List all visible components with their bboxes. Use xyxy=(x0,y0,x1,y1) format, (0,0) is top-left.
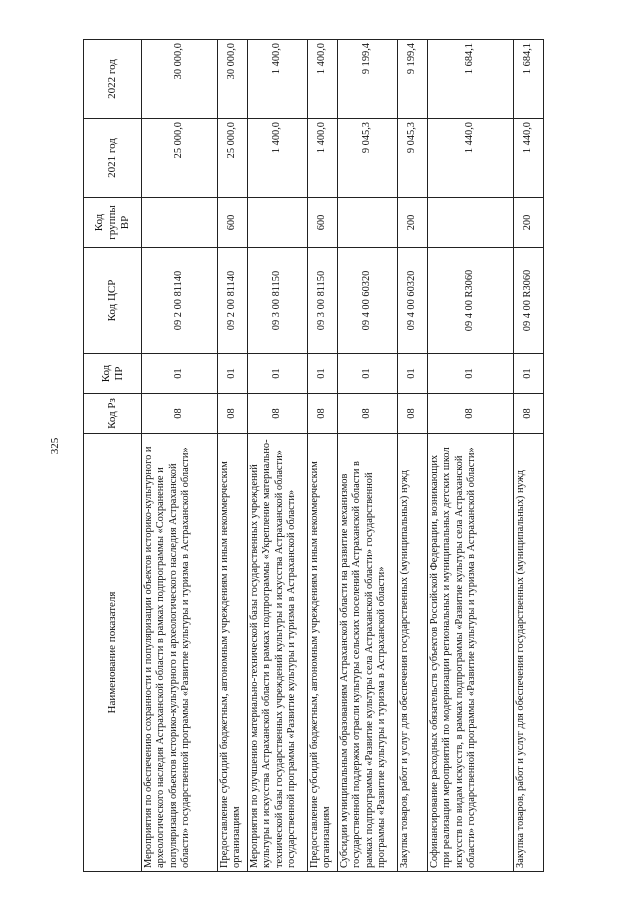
header-csr: Код ЦСР xyxy=(84,248,142,354)
row-2021: 25 000,0 xyxy=(142,119,218,198)
budget-table-rotated xyxy=(83,40,543,872)
row-pr: 01 xyxy=(514,354,544,394)
table-header-row xyxy=(84,40,142,872)
row-2022: 30 000,0 xyxy=(218,40,248,119)
row-name: Закупка товаров, работ и услуг для обеспечения государственных (муниципальных) нужд xyxy=(398,434,428,872)
row-pr: 01 xyxy=(398,354,428,394)
table-row xyxy=(398,40,428,872)
row-name: Закупка товаров, работ и услуг для обеспечения государственных (муниципальных) нужд xyxy=(514,434,544,872)
row-csr: 09 3 00 81150 xyxy=(308,248,338,354)
row-pr: 01 xyxy=(218,354,248,394)
header-2022: 2022 год xyxy=(84,40,142,119)
row-2022: 30 000,0 xyxy=(142,40,218,119)
row-vr xyxy=(248,198,308,248)
page-number: 325 xyxy=(49,437,61,455)
row-2022: 1 400,0 xyxy=(248,40,308,119)
row-vr: 200 xyxy=(398,198,428,248)
row-pr: 01 xyxy=(142,354,218,394)
row-2021: 1 440,0 xyxy=(428,119,514,198)
row-2021: 25 000,0 xyxy=(218,119,248,198)
table-row xyxy=(142,40,218,872)
row-2022: 1 684,1 xyxy=(428,40,514,119)
row-rz: 08 xyxy=(514,394,544,434)
row-pr: 01 xyxy=(248,354,308,394)
table-row xyxy=(248,40,308,872)
row-pr: 01 xyxy=(428,354,514,394)
row-csr: 09 4 00 60320 xyxy=(398,248,428,354)
row-2021: 1 400,0 xyxy=(248,119,308,198)
table-row xyxy=(514,40,544,872)
row-name: Мероприятия по улучшению материально-технической базы государственных учреждений культуры и искусства Астраханской области в рамках подпрограммы «Укрепление материально-технической базы государственных учреждений культуры и искусства Астраханской области» государственной программы «Развитие культуры и туризма в Астраханской области» xyxy=(248,434,308,872)
header-pr: Код ПР xyxy=(84,354,142,394)
row-2021: 9 045,3 xyxy=(398,119,428,198)
row-rz: 08 xyxy=(428,394,514,434)
table-row xyxy=(338,40,398,872)
row-rz: 08 xyxy=(308,394,338,434)
row-csr: 09 3 00 81150 xyxy=(248,248,308,354)
header-vr: Код группы ВР xyxy=(84,198,142,248)
row-2021: 9 045,3 xyxy=(338,119,398,198)
table-row xyxy=(428,40,514,872)
row-2021: 1 440,0 xyxy=(514,119,544,198)
budget-table xyxy=(83,39,544,872)
row-csr: 09 4 00 60320 xyxy=(338,248,398,354)
row-rz: 08 xyxy=(398,394,428,434)
header-2021: 2021 год xyxy=(84,119,142,198)
row-vr xyxy=(428,198,514,248)
row-name: Субсидии муниципальным образованиям Астраханской области на развитие механизмов государственной поддержки отрасли культуры сельских поселений Астраханской области в рамках подпрограммы «Развитие культуры села Астраханской области» государственной программы «Развитие культуры и туризма в Астраханской области» xyxy=(338,434,398,872)
row-name: Софинансирование расходных обязательств субъектов Российской Федерации, возникающих при реализации мероприятий по модернизации региональных и муниципальных детских школ искусств по видам искусств, в рамках подпрограммы «Развитие культуры села Астраханской области» государственной программы «Развитие культуры и туризма в Астраханской области» xyxy=(428,434,514,872)
row-vr: 600 xyxy=(308,198,338,248)
row-name: Предоставление субсидий бюджетным, автономным учреждениям и иным некоммерческим организациям xyxy=(218,434,248,872)
row-csr: 09 4 00 R3060 xyxy=(428,248,514,354)
row-2021: 1 400,0 xyxy=(308,119,338,198)
row-pr: 01 xyxy=(338,354,398,394)
row-vr: 200 xyxy=(514,198,544,248)
row-2022: 1 400,0 xyxy=(308,40,338,119)
row-rz: 08 xyxy=(338,394,398,434)
row-vr: 600 xyxy=(218,198,248,248)
row-2022: 1 684,1 xyxy=(514,40,544,119)
row-vr xyxy=(142,198,218,248)
row-name: Мероприятия по обеспечению сохранности и популяризации объектов историко-культурного и археологического наследия Астраханской области в рамках подпрограммы «Сохранение и популяризация объектов историко-культурного и археологического наследия Астраханской области» государственной программы «Развитие культуры и туризма в Астраханской области» xyxy=(142,434,218,872)
header-name: Наименование показателя xyxy=(84,434,142,872)
table-row xyxy=(218,40,248,872)
row-rz: 08 xyxy=(248,394,308,434)
row-csr: 09 2 00 81140 xyxy=(218,248,248,354)
row-csr: 09 4 00 R3060 xyxy=(514,248,544,354)
row-csr: 09 2 00 81140 xyxy=(142,248,218,354)
row-2022: 9 199,4 xyxy=(338,40,398,119)
row-vr xyxy=(338,198,398,248)
row-pr: 01 xyxy=(308,354,338,394)
table-row xyxy=(308,40,338,872)
row-rz: 08 xyxy=(142,394,218,434)
row-2022: 9 199,4 xyxy=(398,40,428,119)
header-rz: Код Рз xyxy=(84,394,142,434)
row-name: Предоставление субсидий бюджетным, автономным учреждениям и иным некоммерческим организациям xyxy=(308,434,338,872)
row-rz: 08 xyxy=(218,394,248,434)
